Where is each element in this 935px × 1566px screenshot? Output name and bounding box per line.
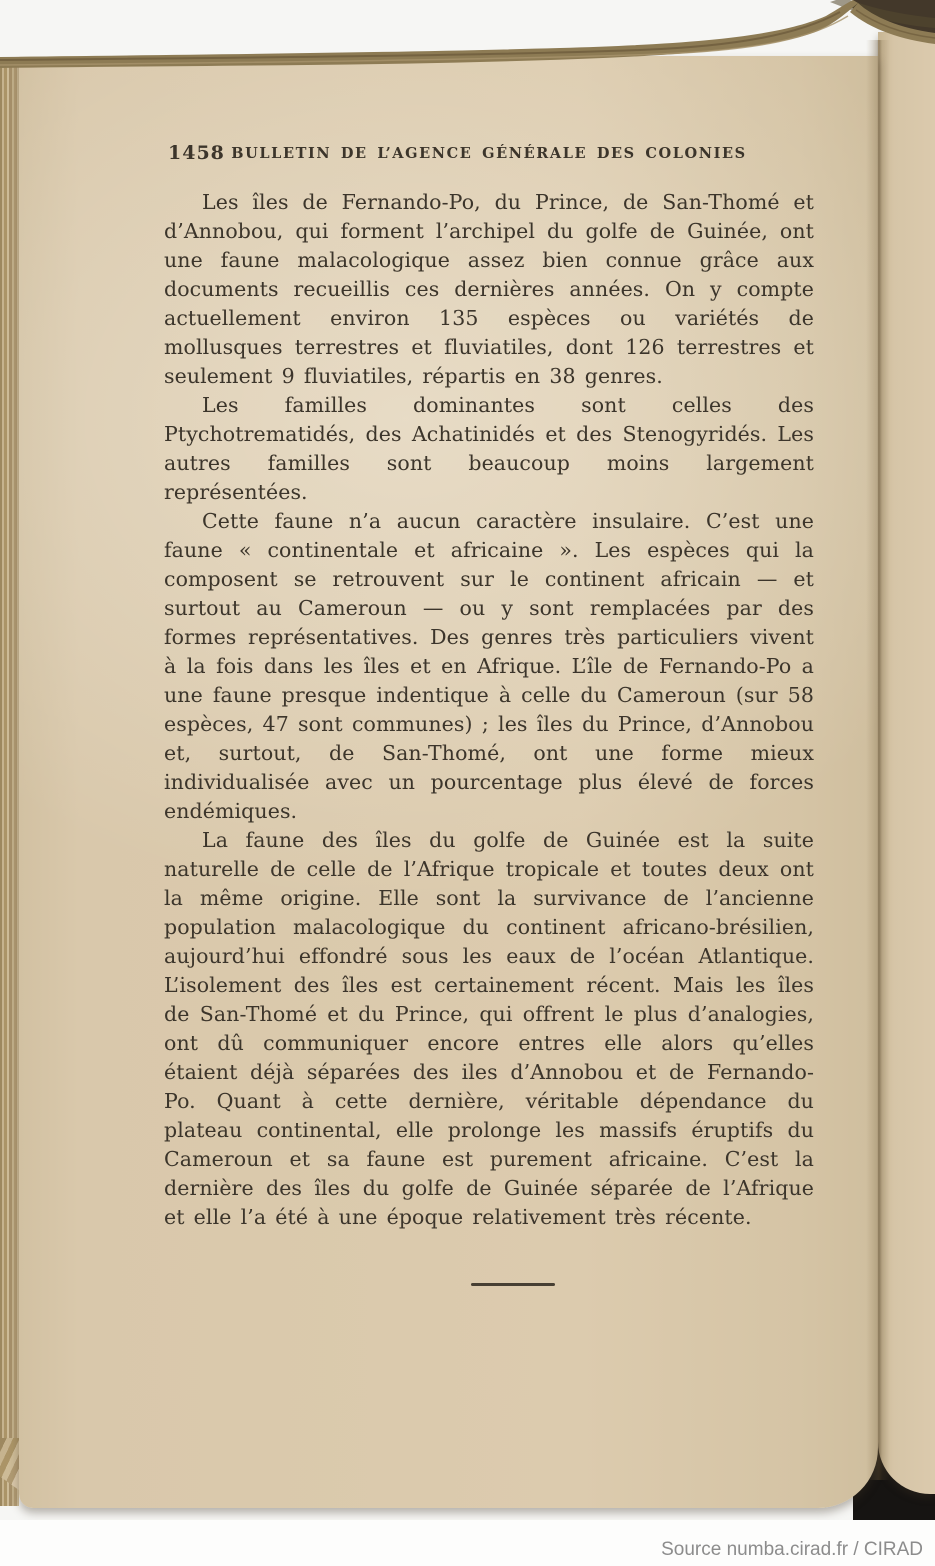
source-attribution-bar (0, 1520, 935, 1566)
header-title: BULLETIN DE L’AGENCE GÉNÉRALE DES COLONIES (231, 145, 747, 162)
paragraph-1: Les îles de Fernando-Po, du Prince, de San-Thomé et d’Annobou, qui forment l’archipel du golfe de Guinée, ont une faune malacologique assez bien connue grâce aux documents recueillis ces dernières années. On y compte actuellement environ 135 espèces ou variétés de mollusques terrestres et fluviatiles, dont 126 terrestres et seulement 9 fluviatiles, répartis en 38 genres. (164, 190, 814, 388)
stacked-page-edges-left (0, 58, 19, 1506)
book-page (19, 56, 878, 1508)
facing-page-sliver (878, 32, 935, 1494)
body-text (164, 188, 814, 1232)
paragraph-2: Les familles dominantes sont celles des Ptychotrematidés, des Achatinidés et des Stenogyridés. Les autres familles sont beaucoup moins largement représentées. (164, 393, 814, 504)
section-divider-rule (471, 1283, 555, 1286)
running-header (164, 142, 814, 172)
page-number: 1458 (168, 142, 225, 164)
paragraph-4: La faune des îles du golfe de Guinée est la suite naturelle de celle de l’Afrique tropicale et toutes deux ont la même origine. Elle sont la survivance de l’ancienne population malacologique du continent africano-brésilien, aujourd’hui effondré sous les eaux de l’océan Atlantique. L’isolement des îles est certainement récent. Mais les îles de San-Thomé et du Prince, qui offrent le plus d’analogies, ont dû communiquer encore entres elle alors qu’elles étaient déjà séparées des iles d’Annobou et de Fernando-Po. Quant à cette dernière, véritable dépendance du plateau continental, elle prolonge les massifs éruptifs du Cameroun et sa faune est purement africaine. C’est la dernière des îles du golfe de Guinée séparée de l’Afrique et elle l’a été à une époque relativement très récente. (164, 828, 814, 1229)
page-text-block (164, 142, 814, 1232)
paragraph-3: Cette faune n’a aucun caractère insulaire. C’est une faune « continentale et africaine ». Les espèces qui la composent se retrouvent sur le continent africain — et surtout au Cameroun — ou y sont remplacées par des formes représentatives. Des genres très particuliers vivent à la fois dans les îles et en Afrique. L’île de Fernando-Po a une faune presque indentique à celle du Cameroun (sur 58 espèces, 47 sont communes) ; les îles du Prince, d’Annobou et, surtout, de San-Thomé, ont une forme mieux individualisée avec un pourcentage plus élevé de forces endémiques. (164, 509, 814, 823)
source-attribution-text: Source numba.cirad.fr / CIRAD (661, 1539, 923, 1560)
